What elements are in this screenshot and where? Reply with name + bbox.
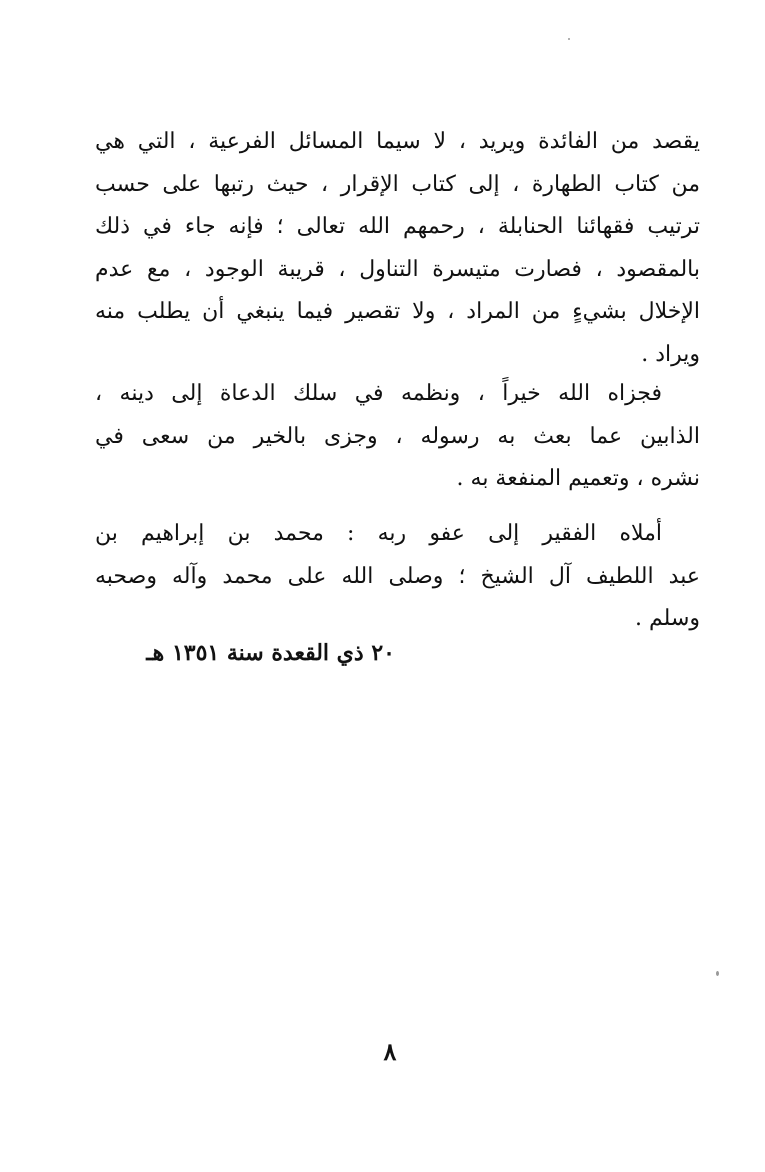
paragraph-2 [95,373,700,501]
text-line: يقصد من الفائدة ويريد ، لا سيما المسائل الفرعية ، التي هي [95,129,700,154]
scan-speck [716,971,719,976]
text-line: من كتاب الطهارة ، إلى كتاب الإقرار ، حيث رتبها على حسب [95,171,700,197]
text-line: الذابين عما بعث به رسوله ، وجزى بالخير من سعى في [95,423,700,449]
text-line: فجزاه الله خيراً ، ونظمه في سلك الدعاة إلى دينه ، [95,381,662,406]
paragraph-3 [95,513,700,641]
text-line: ويراد . [641,341,700,367]
text-line: نشره ، وتعميم المنفعة به . [456,466,700,491]
text-line: عبد اللطيف آل الشيخ ؛ وصلى الله على محمد وآله وصحبه [95,563,700,589]
paragraph-1 [95,121,700,376]
text-line: أملاه الفقير إلى عفو ربه : محمد بن إبراهيم بن [95,521,662,546]
text-line: الإخلال بشيءٍ من المراد ، ولا تقصير فيما ينبغي أن يطلب منه [95,299,700,324]
page-number: ٨ [383,1037,397,1066]
text-line: وسلم . [635,606,700,631]
date-line: ٢٠ ذي القعدة سنة ١٣٥١ هـ [146,640,395,666]
text-line: بالمقصود ، فصارت متيسرة التناول ، قريبة الوجود ، مع عدم [95,256,700,282]
scan-speck [568,38,570,40]
text-line: ترتيب فقهائنا الحنابلة ، رحمهم الله تعالى ؛ فإنه جاء في ذلك [95,214,700,239]
